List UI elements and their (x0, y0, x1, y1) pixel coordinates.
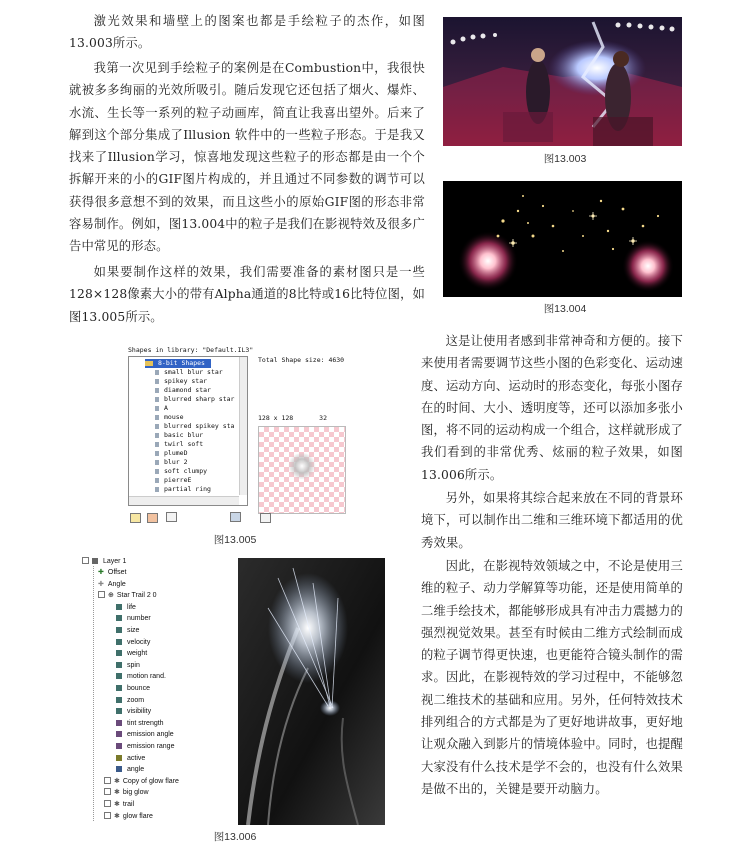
shape-icon (155, 370, 159, 375)
shape-item-label: pierreE (164, 476, 192, 484)
shape-item[interactable] (155, 467, 207, 476)
collapse-icon[interactable] (82, 557, 89, 564)
particle-icon: ✱ (114, 777, 120, 785)
parameter-icon (116, 685, 122, 691)
emitter-parameter-row[interactable] (116, 741, 174, 752)
angle-icon: ✚ (98, 580, 104, 588)
shape-item-label: blurred sharp star (164, 395, 235, 403)
shape-item-label: blurred spikey sta (164, 422, 235, 430)
shape-icon (155, 397, 159, 402)
shape-icon (155, 460, 159, 465)
shape-item-label: spikey star (164, 377, 208, 385)
paragraph-2: 我第一次见到手绘粒子的案例是在Combustion中，我很快就被多多绚丽的光效所吸引。随后发现它还包括了烟火、爆炸、水流、生长等一系列的粒子动画库，简直让我喜出望外。后来了解到这个部分集成了Illusion 软件中的一些粒子形态。于是我又找来了Illusion学习，惊喜地发现这些粒子的形态都是由一个个拆解开来的小的GIF图片构成的，并且通过不同参数的调节可以获得很多意想不到的效果，而且这些小的原始GIF图的形态非常容易制作。例如，图13.004中的粒子是我们在影视特效及很多广告中常见的形态。 (69, 61, 425, 254)
collapse-icon[interactable] (98, 591, 105, 598)
parameter-icon (116, 766, 122, 772)
shape-item-label: A (164, 404, 168, 412)
shape-icon (155, 406, 159, 411)
layer-property-label: Angle (107, 580, 126, 588)
shape-item-label: basic blur (164, 431, 204, 439)
parameter-label: size (127, 627, 140, 634)
parameter-label: active (127, 754, 146, 762)
shape-item-label: diamond star (164, 386, 211, 394)
shape-item[interactable] (155, 377, 207, 386)
caption-13-003: 图13.003 (543, 153, 587, 165)
parameter-label: emission range (127, 743, 175, 750)
emitter-parameter-row[interactable] (116, 695, 144, 706)
particle-child-label: Copy of glow flare (122, 777, 179, 785)
parameter-icon (116, 673, 122, 679)
parameter-label: emission angle (127, 731, 174, 739)
shape-item[interactable] (155, 485, 211, 494)
emitter-parameter-row[interactable] (116, 764, 144, 775)
preview-shape-glow (287, 453, 317, 479)
emitter-parameter-row[interactable] (116, 718, 164, 729)
particle-child-label: glow flare (122, 812, 153, 820)
caption-13-004: 图13.004 (543, 303, 587, 315)
parameter-icon (116, 708, 122, 714)
particle-icon: ✱ (114, 801, 120, 808)
parameter-label: velocity (127, 638, 151, 646)
parameter-label: number (127, 615, 151, 623)
parameter-icon (116, 755, 122, 761)
shape-icon (155, 451, 159, 456)
layer-property-label: Offset (107, 569, 127, 576)
layer-panel (80, 556, 236, 826)
parameter-icon (116, 615, 122, 621)
expand-icon[interactable] (104, 800, 111, 807)
particle-child-label: trail (122, 801, 135, 808)
emitter-parameter-row[interactable] (116, 625, 139, 636)
import-shape-button[interactable] (166, 512, 177, 522)
shape-item[interactable] (155, 458, 187, 467)
expand-icon[interactable] (104, 777, 111, 784)
export-shape-button[interactable] (260, 513, 271, 523)
shape-tree[interactable] (128, 356, 248, 506)
shape-item[interactable] (155, 368, 223, 377)
parameter-label: visibility (127, 708, 152, 716)
layer-property-row[interactable] (98, 579, 126, 590)
emitter-parameter-row[interactable] (116, 753, 145, 764)
parameter-label: bounce (127, 685, 150, 692)
emitter-row[interactable] (98, 590, 157, 601)
parameter-label: angle (127, 766, 145, 774)
parameter-label: tint strength (127, 719, 164, 727)
emitter-parameter-row[interactable] (116, 683, 150, 694)
tree-horizontal-scrollbar[interactable] (129, 496, 239, 505)
shape-icon (155, 415, 159, 420)
emitter-icon: ⊕ (108, 592, 114, 600)
shape-icon (155, 478, 159, 483)
library-header: Shapes in library: "Default.IL3" (128, 346, 254, 354)
emitter-parameter-row[interactable] (116, 613, 151, 624)
particle-child-row[interactable] (104, 787, 149, 798)
particle-child-row[interactable] (104, 799, 134, 810)
shape-item-label: twirl soft (164, 440, 204, 448)
parameter-icon (116, 697, 122, 703)
light-trail-illustration (238, 558, 385, 825)
add-shape-button[interactable] (130, 513, 141, 523)
shape-icon (155, 379, 159, 384)
layer-property-row[interactable] (98, 567, 126, 578)
parameter-icon (116, 604, 122, 610)
folder-icon (145, 361, 153, 366)
parameter-icon (116, 627, 122, 633)
shape-size-label: 128 x 128 (258, 414, 294, 422)
shape-icon (155, 487, 159, 492)
shape-item-label: plumeD (164, 449, 188, 457)
emitter-parameter-row[interactable] (116, 648, 147, 659)
parameter-icon (116, 662, 122, 668)
shape-item[interactable] (155, 449, 187, 458)
shape-item-label: partial ring (164, 485, 211, 493)
parameter-label: life (127, 603, 136, 611)
shape-item[interactable] (155, 476, 191, 485)
shape-item-label: blur 2 (164, 458, 188, 466)
paragraph-6: 因此，在影视特效领域之中，不论是使用三维的粒子、动力学解算等功能，还是使用简单的二维手绘技术，都能够形成具有冲击力震撼力的强烈视觉效果。甚至有时候由二维方式绘制而成的粒子调节得更快速，也更能符合镜头制作的需求。因此，在影视特效的学习过程中，不能够忽视二维技术的基础和应用。另外，任何特效技术排列组合的方式都是为了更好地讲故事，更好地让观众融入到影片的情境体验中。同时，也提醒大家没有什么技术是学不会的，也没有什么效果是做不出的，关键是要开动脑力。 (421, 559, 683, 796)
particle-sparkle-illustration (443, 181, 682, 297)
shape-item-label: mouse (164, 413, 184, 421)
emitter-parameter-row[interactable] (116, 602, 136, 613)
tree-vertical-scrollbar[interactable] (239, 357, 247, 495)
shape-item-label: small blur star (164, 368, 223, 376)
shape-icon (155, 424, 159, 429)
shape-item-label: 8-bit Shapes (158, 359, 205, 367)
parameter-label: spin (127, 661, 140, 669)
parameter-icon (116, 639, 122, 645)
shape-item[interactable] (155, 413, 184, 422)
emitter-parameter-row[interactable] (116, 706, 151, 717)
parameter-label: weight (127, 650, 148, 658)
paragraph-5: 另外，如果将其综合起来放在不同的背景环境下，可以制作出二维和三维环境下都适用的优秀效果。 (421, 491, 683, 550)
shape-item[interactable] (155, 422, 234, 431)
parameter-label: motion rand. (127, 673, 166, 681)
shape-item[interactable] (155, 440, 203, 449)
figure-13-006-image (238, 558, 385, 825)
expand-icon[interactable] (104, 812, 111, 819)
parameter-icon (116, 720, 122, 726)
shape-icon (155, 388, 159, 393)
parameter-icon (116, 731, 122, 737)
paragraph-3: 如果要制作这样的效果，我们需要准备的素材图只是一些128×128像素大小的带有Alpha通道的8比特或16比特位图，如图13.005所示。 (69, 265, 425, 324)
shape-item[interactable] (155, 395, 234, 404)
caption-13-005: 图13.005 (213, 534, 257, 546)
shape-preview (258, 426, 346, 514)
total-shape-size: Total Shape size: 4630 (258, 356, 345, 364)
parameter-icon (116, 743, 122, 749)
expand-icon[interactable] (104, 788, 111, 795)
shape-item[interactable] (155, 386, 211, 395)
tree-connector-line (93, 566, 94, 821)
particle-icon: ✱ (114, 812, 120, 820)
emitter-parameter-row[interactable] (116, 729, 174, 740)
figure-13-003-image (443, 17, 682, 146)
paragraph-4: 这是让使用者感到非常神奇和方便的。接下来使用者需要调节这些小图的色彩变化、运动速度、运动方向、运动时的形态变化，每张小图存在的时间、大小、透明度等，还可以添加多张小图，将不同的运动构成一个组合，这样就形成了我们看到的非常优秀、炫丽的粒子效果，如图13.006所示。 (421, 334, 683, 482)
figure-13-004-image (443, 181, 682, 297)
shape-icon (155, 469, 159, 474)
move-icon: ✚ (98, 569, 104, 576)
shape-bit-depth: 32 (319, 414, 327, 422)
emitter-parameter-row[interactable] (116, 660, 140, 671)
save-shape-button[interactable] (230, 512, 241, 522)
particle-child-row[interactable] (104, 811, 153, 822)
shape-item[interactable] (155, 431, 203, 440)
parameter-icon (116, 650, 122, 656)
layer-name: Layer 1 (103, 558, 127, 565)
particle-icon: ✱ (114, 789, 120, 797)
shape-folder[interactable] (145, 359, 211, 368)
shape-dimensions (258, 414, 349, 422)
particle-child-label: big glow (122, 789, 149, 797)
shape-icon (155, 442, 159, 447)
particle-child-row[interactable] (104, 776, 179, 787)
emitter-parameter-row[interactable] (116, 671, 166, 682)
delete-shape-button[interactable] (147, 513, 158, 523)
shape-icon (155, 433, 159, 438)
parameter-label: zoom (127, 696, 145, 704)
shape-item[interactable] (155, 404, 168, 413)
layer-row[interactable] (82, 556, 126, 567)
paragraph-1: 激光效果和墙壁上的图案也都是手绘粒子的杰作，如图13.003所示。 (69, 14, 425, 51)
layer-icon (92, 558, 98, 564)
dance-scene-illustration (443, 17, 682, 146)
caption-13-006: 图13.006 (213, 831, 257, 843)
emitter-name: Star Trail 2 0 (116, 592, 157, 600)
shape-item-label: soft clumpy (164, 467, 208, 475)
emitter-parameter-row[interactable] (116, 637, 150, 648)
shape-library-panel (128, 346, 352, 526)
